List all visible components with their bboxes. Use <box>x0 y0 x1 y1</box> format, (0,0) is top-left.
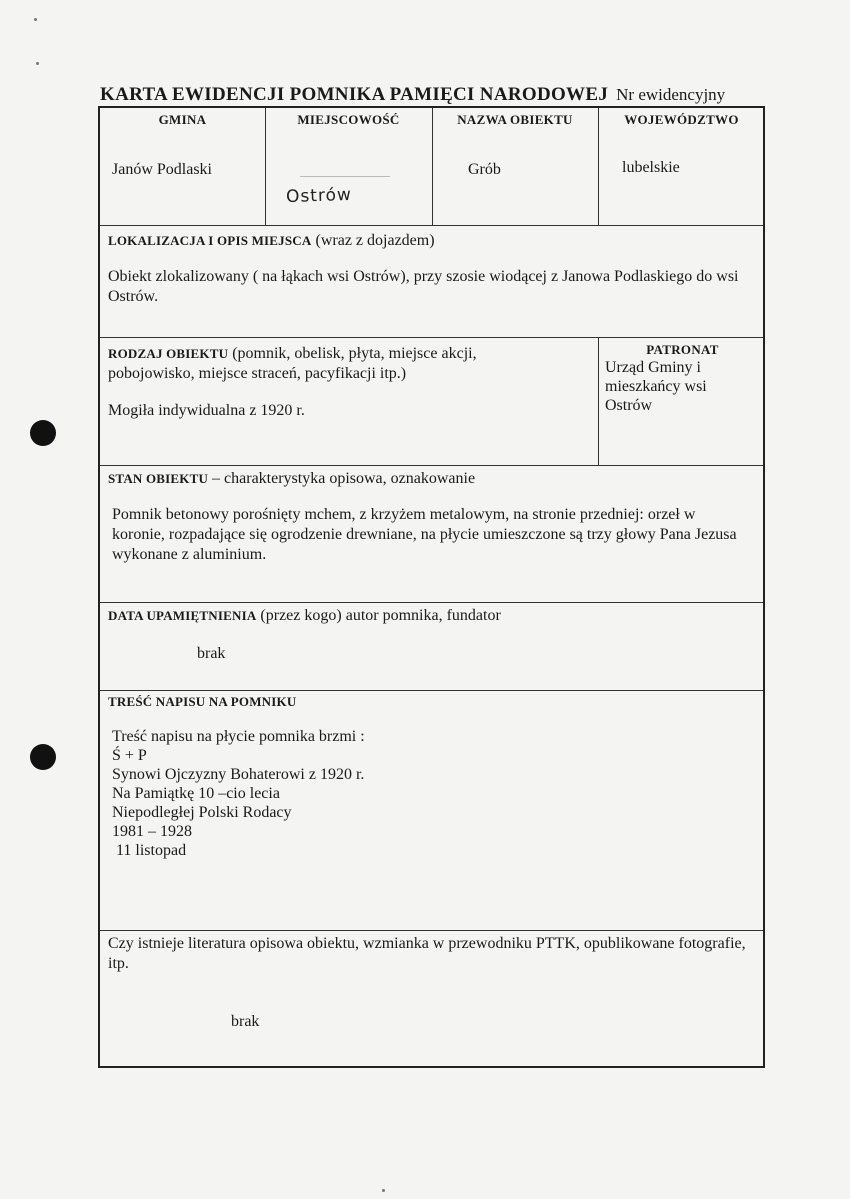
tresc-line: Treść napisu na płycie pomnika brzmi : <box>112 728 365 745</box>
lokalizacja-label: LOKALIZACJA I OPIS MIEJSCA <box>108 233 312 248</box>
tresc-line: 1981 – 1928 <box>112 823 192 840</box>
registry-card <box>98 106 765 1068</box>
divider <box>100 465 763 466</box>
data-upamietnienia-note: (przez kogo) autor pomnika, fundator <box>260 607 501 624</box>
section-stan <box>108 469 748 489</box>
rodzaj-label: RODZAJ OBIEKTU <box>108 346 229 361</box>
section-tresc <box>108 692 296 712</box>
header-miejscowosc: MIEJSCOWOŚĆ <box>297 112 400 127</box>
stan-text: Pomnik betonowy porośnięty mchem, z krzyżem metalowym, na stronie przedniej: orzeł w koronie, rozpadające się ogrodzenie drewniane, na płycie umieszczone są trzy głowy Pana Jezusa wykonane z aluminium. <box>112 506 737 563</box>
divider <box>100 930 763 931</box>
tresc-line: 11 listopad <box>112 842 187 859</box>
punch-hole-top <box>30 420 56 446</box>
divider <box>100 602 763 603</box>
header-wojewodztwo: WOJEWÓDZTWO <box>624 112 739 127</box>
tresc-line: Niepodległej Polski Rodacy <box>112 804 292 821</box>
column-divider <box>598 337 599 465</box>
speck <box>34 18 37 21</box>
header-nazwa-obiektu: NAZWA OBIEKTU <box>457 112 573 127</box>
stan-note: – charakterystyka opisowa, oznakowanie <box>212 470 476 487</box>
literatura-text: brak <box>231 1013 260 1030</box>
value-wojewodztwo: lubelskie <box>622 159 680 176</box>
page-title: KARTA EWIDENCJI POMNIKA PAMIĘCI NARODOWEJ <box>100 84 609 105</box>
section-rodzaj <box>108 344 548 384</box>
rodzaj-text: Mogiła indywidualna z 1920 r. <box>108 402 305 419</box>
tresc-line: Na Pamiątkę 10 –cio lecia <box>112 785 280 802</box>
header-gmina: GMINA <box>158 112 207 127</box>
faint-rule <box>300 176 390 177</box>
value-gmina: Janów Podlaski <box>112 161 212 178</box>
stan-label: STAN OBIEKTU <box>108 471 209 486</box>
divider <box>100 337 763 338</box>
rodzaj-note: (pomnik, obelisk, płyta, miejsce akcji, pobojowisko, miejsce straceń, pacyfikacji itp.) <box>108 345 477 382</box>
patronat-label: PATRONAT <box>646 342 719 357</box>
speck <box>382 1189 385 1192</box>
data-upamietnienia-text: brak <box>197 645 226 662</box>
divider <box>100 225 763 226</box>
patronat-text: Urząd Gminy i mieszkańcy wsi Ostrów <box>605 359 707 414</box>
tresc-lines <box>112 727 512 860</box>
lokalizacja-text: Obiekt zlokalizowany ( na łąkach wsi Ostrów), przy szosie wiodącej z Janowa Podlaskiego do wsi Ostrów. <box>108 268 739 305</box>
data-upamietnienia-label: DATA UPAMIĘTNIENIA <box>108 608 257 623</box>
section-data-upamietnienia <box>108 606 748 626</box>
punch-hole-bottom <box>30 744 56 770</box>
tresc-label: TREŚĆ NAPISU NA POMNIKU <box>108 694 297 709</box>
divider <box>100 690 763 691</box>
speck <box>36 62 39 65</box>
value-miejscowosc-handwritten: Ostrów <box>285 184 353 208</box>
tresc-line: Ś + P <box>112 747 147 764</box>
registry-number-label: Nr ewidencyjny <box>616 85 726 104</box>
value-nazwa-obiektu: Grób <box>468 161 501 178</box>
literatura-question: Czy istnieje literatura opisowa obiektu, wzmianka w przewodniku PTTK, opublikowane fotografie, itp. <box>108 935 746 972</box>
lokalizacja-note: (wraz z dojazdem) <box>315 232 435 249</box>
section-lokalizacja <box>108 231 748 251</box>
tresc-line: Synowi Ojczyzny Bohaterowi z 1920 r. <box>112 766 365 783</box>
title-row <box>100 84 780 106</box>
